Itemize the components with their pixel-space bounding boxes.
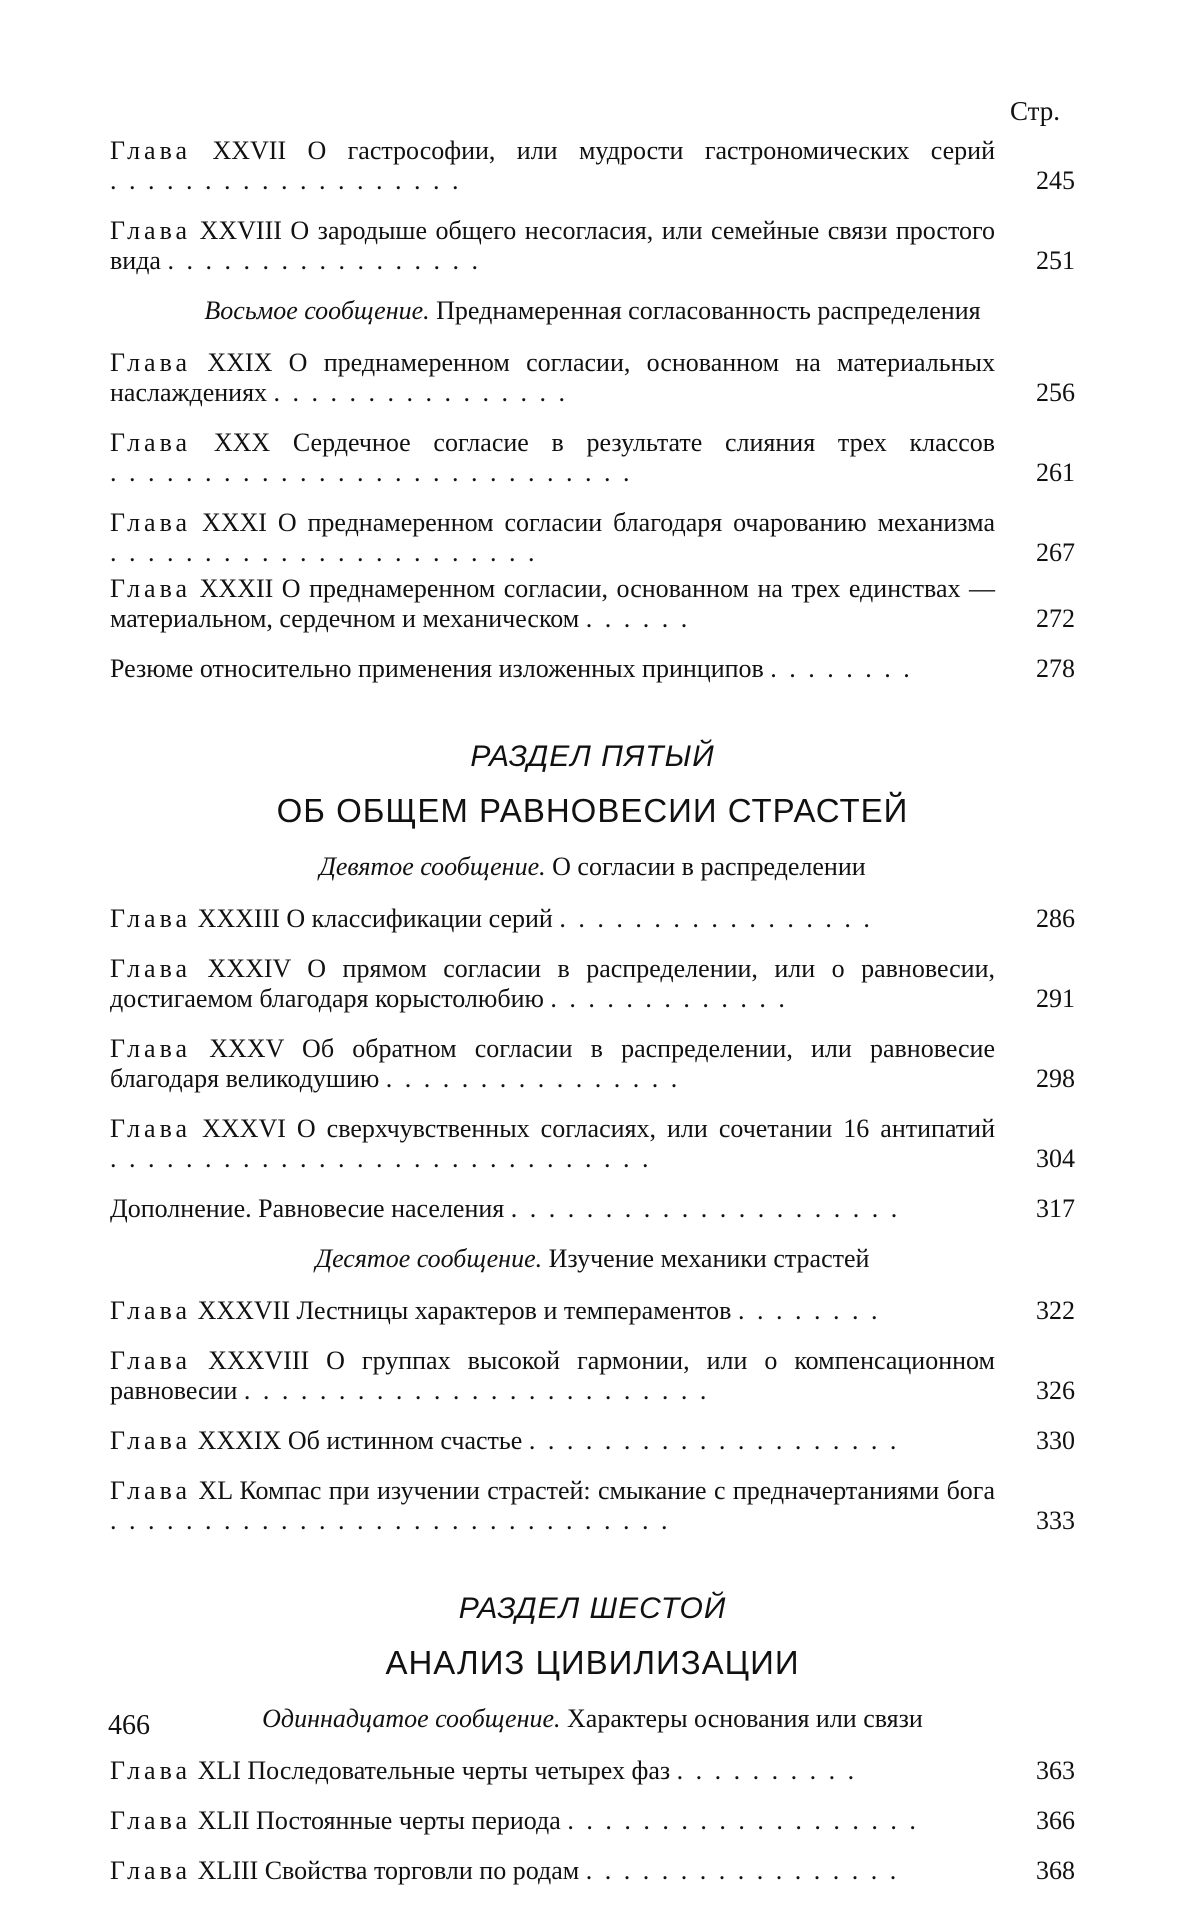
section-heading: АНАЛИЗ ЦИВИЛИЗАЦИИ	[385, 1644, 800, 1681]
entry-page: 298	[1036, 1064, 1075, 1093]
section-title: РАЗДЕЛ ШЕСТОЙ	[458, 1592, 727, 1625]
entry-page: 330	[1036, 1426, 1075, 1455]
entry-title: Резюме относительно применения изложенных принципов	[110, 654, 764, 683]
leader-dots: . . . . . . . . . . . . . . . . . . . . . . . . .	[243, 1376, 710, 1405]
entry-title: Дополнение. Равновесие населения	[110, 1194, 505, 1223]
toc-group-4	[110, 1296, 1075, 1536]
message-heading: Десятое сообщение. Изучение механики страстей	[315, 1244, 870, 1273]
toc-entry	[110, 428, 1075, 488]
toc-entry	[110, 1756, 1075, 1786]
toc-entry	[110, 1034, 1075, 1094]
toc-group-1	[110, 136, 1075, 276]
entry-page: 333	[1036, 1506, 1075, 1535]
chapter-lead: Глава	[110, 348, 192, 377]
entry-title: XXXIV О прямом согласии в распределении, или о равновесии, достигаемом благодаря корыстолюбию	[110, 954, 996, 1013]
entry-page: 366	[1036, 1806, 1075, 1835]
leader-dots: . . . . . . . . . . . . . . . . . . .	[567, 1806, 919, 1835]
leader-dots: . . . . . . . . . . . . . . . . . . . . .	[510, 1194, 901, 1223]
toc-entry	[110, 216, 1075, 276]
leader-dots: . . . . . . . .	[770, 654, 913, 683]
chapter-lead: Глава	[110, 1856, 192, 1885]
chapter-lead: Глава	[110, 904, 192, 933]
entry-page: 363	[1036, 1756, 1075, 1785]
entry-title: XXXII О преднамеренном согласии, основанном на трех единствах — материальном, сердечном и механическом	[110, 574, 996, 633]
chapter-lead: Глава	[110, 1346, 192, 1375]
toc-entry	[110, 1194, 1075, 1224]
entry-page: 326	[1036, 1376, 1075, 1405]
toc-group-5	[110, 1756, 1075, 1886]
message-heading: Одиннадцатое сообщение. Характеры основания или связи	[262, 1704, 923, 1733]
entry-title: XLI Последовательные черты четырех фаз	[197, 1756, 671, 1785]
toc-entry	[110, 136, 1075, 196]
toc-entry	[110, 1476, 1075, 1536]
entry-page: 291	[1036, 984, 1075, 1013]
leader-dots: . . . . . . . . . . . . . . . . . . . . . . . . . . . . .	[110, 1144, 652, 1173]
leader-dots: . . . . . . . . . . . . . . . . . . .	[110, 166, 462, 195]
entry-page: 368	[1036, 1856, 1075, 1885]
leader-dots: . . . . . . . . . . . . . . . . . . . . . . . . . . . .	[110, 458, 633, 487]
entry-title: XXXVII Лестницы характеров и темпераментов	[197, 1296, 732, 1325]
entry-title: XXXIX Об истинном счастье	[197, 1426, 523, 1455]
entry-page: 267	[1036, 538, 1075, 567]
entry-page: 261	[1036, 458, 1075, 487]
message-heading: Восьмое сообщение. Преднамеренная согласованность распределения	[204, 296, 981, 325]
leader-dots: . . . . . .	[585, 604, 691, 633]
chapter-lead: Глава	[110, 1296, 192, 1325]
toc-group-3	[110, 904, 1075, 1224]
message-heading: Девятое сообщение. О согласии в распределении	[319, 852, 866, 881]
entry-title: XXXI О преднамеренном согласии благодаря очарованию механизма	[201, 508, 995, 537]
table-of-contents	[110, 136, 1075, 1906]
leader-dots: . . . . . . . . . . . . . . . . . . . . . . .	[110, 538, 538, 567]
toc-entry	[110, 1806, 1075, 1836]
entry-title: XLIII Свойства торговли по родам	[197, 1856, 580, 1885]
chapter-lead: Глава	[110, 1426, 192, 1455]
chapter-lead: Глава	[110, 1806, 192, 1835]
toc-group-2	[110, 348, 1075, 684]
toc-entry	[110, 574, 1075, 634]
leader-dots: . . . . . . . . . . . . . . . . . . . .	[528, 1426, 900, 1455]
entry-title: XXXV Об обратном согласии в распределении, или равновесие благодаря великодушию	[110, 1034, 995, 1093]
chapter-lead: Глава	[110, 1034, 192, 1063]
chapter-lead: Глава	[110, 1114, 192, 1143]
leader-dots: . . . . . . . . . . . . . . . . .	[559, 904, 873, 933]
chapter-lead: Глава	[110, 136, 192, 165]
entry-title: XXVII О гастрософии, или мудрости гастрономических серий	[212, 136, 995, 165]
leader-dots: . . . . . . . . . . . . . . . . .	[585, 1856, 900, 1885]
toc-entry	[110, 1856, 1075, 1886]
page-number: 466	[108, 1710, 150, 1741]
entry-title: XXIX О преднамеренном согласии, основанном на материальных наслаждениях	[110, 348, 996, 407]
toc-entry	[110, 348, 1075, 408]
chapter-lead: Глава	[110, 954, 192, 983]
leader-dots: . . . . . . . . . .	[676, 1756, 858, 1785]
entry-title: XXXIII О классификации серий	[197, 904, 553, 933]
entry-page: 272	[1036, 604, 1075, 633]
entry-title: XXVIII О зародыше общего несогласия, или семейные связи простого вида	[110, 216, 996, 275]
toc-entry	[110, 508, 1075, 568]
entry-page: 322	[1036, 1296, 1075, 1325]
entry-page: 278	[1036, 654, 1075, 683]
entry-title: XXXVI О сверхчувственных согласиях, или сочетании 16 антипатий	[202, 1114, 996, 1143]
leader-dots: . . . . . . . . . . . . . . . . .	[167, 246, 481, 275]
entry-title: XXX Сердечное согласие в результате слияния трех классов	[213, 428, 996, 457]
chapter-lead: Глава	[110, 216, 192, 245]
entry-page: 256	[1036, 378, 1075, 407]
entry-title: XXXVIII О группах высокой гармонии, или о компенсационном равновесии	[110, 1346, 996, 1405]
entry-page: 286	[1036, 904, 1075, 933]
toc-entry	[110, 1346, 1075, 1406]
section-title: РАЗДЕЛ ПЯТЫЙ	[470, 740, 715, 773]
toc-entry	[110, 1296, 1075, 1326]
leader-dots: . . . . . . . . . . . . . . . .	[385, 1064, 681, 1093]
toc-entry	[110, 904, 1075, 934]
entry-title: XLII Постоянные черты периода	[197, 1806, 561, 1835]
chapter-lead: Глава	[110, 574, 192, 603]
entry-title: XL Компас при изучении страстей: смыкание с предначертаниями бога	[198, 1476, 995, 1505]
entry-page: 304	[1036, 1144, 1075, 1173]
leader-dots: . . . . . . . .	[737, 1296, 881, 1325]
entry-page: 317	[1036, 1194, 1075, 1223]
toc-entry	[110, 954, 1075, 1014]
chapter-lead: Глава	[110, 508, 192, 537]
leader-dots: . . . . . . . . . . . . .	[550, 984, 788, 1013]
entry-page: 245	[1036, 166, 1075, 195]
page-column-label: Стр.	[1010, 96, 1061, 126]
leader-dots: . . . . . . . . . . . . . . . .	[273, 378, 569, 407]
toc-entry	[110, 1114, 1075, 1174]
entry-page: 251	[1036, 246, 1075, 275]
chapter-lead: Глава	[110, 428, 192, 457]
chapter-lead: Глава	[110, 1476, 192, 1505]
toc-entry	[110, 654, 1075, 684]
section-heading: ОБ ОБЩЕМ РАВНОВЕСИИ СТРАСТЕЙ	[276, 792, 909, 829]
toc-entry	[110, 1426, 1075, 1456]
leader-dots: . . . . . . . . . . . . . . . . . . . . . . . . . . . . . .	[110, 1506, 671, 1535]
chapter-lead: Глава	[110, 1756, 192, 1785]
